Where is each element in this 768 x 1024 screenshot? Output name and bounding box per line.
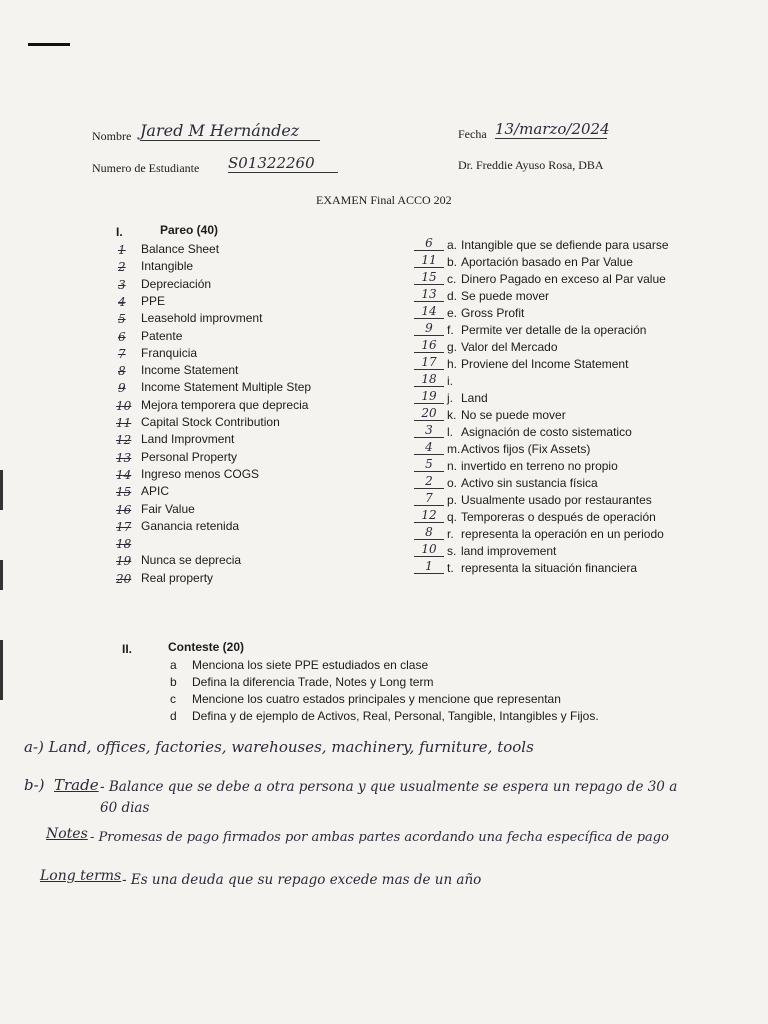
definition-letter: r.: [447, 527, 454, 541]
term-label: APIC: [141, 484, 170, 499]
term-label: Ingreso menos COGS: [141, 466, 260, 481]
definition-text: Aportación basado en Par Value: [461, 255, 633, 269]
term-number: 4: [118, 294, 126, 309]
definition-text: representa la operación en un periodo: [461, 527, 664, 541]
term-label: PPE: [141, 293, 166, 308]
term-label: Intangible: [141, 259, 194, 274]
edge-mark-1: [0, 470, 3, 510]
definition-letter: l.: [447, 425, 453, 439]
definition-text: Se puede mover: [461, 289, 550, 303]
answer-trade-text: - Balance que se debe a otra persona y que usualmente se espera un repago de 30 a: [100, 779, 678, 795]
answer-blank[interactable]: 15: [414, 270, 444, 285]
fecha-label: Fecha: [458, 127, 487, 141]
term-label: Leasehold improvment: [141, 311, 263, 326]
term-number: 18: [116, 537, 132, 552]
term-label: Balance Sheet: [141, 242, 220, 256]
answer-blank[interactable]: 3: [414, 423, 444, 438]
term-label: Nunca se deprecia: [141, 553, 242, 568]
professor: Dr. Freddie Ayuso Rosa, DBA: [458, 158, 604, 172]
term-number: 3: [118, 277, 126, 292]
answer-blank[interactable]: 14: [414, 304, 444, 319]
nombre-value: Jared M Hernández: [140, 121, 320, 141]
answer-blank[interactable]: 13: [414, 287, 444, 302]
term-label: Income Statement: [141, 363, 239, 378]
answer-blank[interactable]: 4: [414, 440, 444, 455]
term-number: 17: [116, 519, 132, 534]
term-label: Franquicia: [141, 345, 198, 360]
answer-blank[interactable]: 19: [414, 389, 444, 404]
answer-trade-text2: 60 dias: [100, 800, 150, 816]
section1-numeral: I.: [116, 225, 123, 239]
answer-blank[interactable]: 10: [414, 542, 444, 557]
term-number: 12: [116, 433, 132, 448]
edge-mark-2: [0, 560, 3, 590]
estudiante-label: Numero de Estudiante: [92, 161, 200, 175]
definition-letter: e.: [447, 306, 458, 320]
exam-title: EXAMEN Final ACCO 202: [316, 193, 452, 207]
answer-blank[interactable]: 5: [414, 457, 444, 472]
question-letter: b: [170, 675, 177, 689]
term-number: 11: [116, 416, 132, 430]
definition-text: Asignación de costo sistematico: [461, 425, 632, 439]
definition-letter: s.: [447, 544, 457, 558]
question-text: Menciona los siete PPE estudiados en clase: [192, 658, 429, 672]
answer-blank[interactable]: 1: [414, 559, 444, 574]
term-label: Ganancia retenida: [141, 518, 240, 533]
answer-blank[interactable]: 17: [414, 355, 444, 370]
definition-letter: g.: [447, 340, 458, 354]
corner-mark: [28, 43, 70, 46]
definition-letter: q.: [447, 510, 458, 524]
definition-text: Dinero Pagado en exceso al Par value: [461, 272, 666, 286]
question-text: Defina y de ejemplo de Activos, Real, Personal, Tangible, Intangibles y Fijos.: [192, 709, 599, 723]
definition-letter: m.: [447, 442, 461, 456]
answer-trade-term: Trade: [54, 776, 99, 794]
answer-a: a-) Land, offices, factories, warehouses, machinery, furniture, tools: [24, 738, 534, 756]
term-number: 10: [116, 398, 132, 413]
fecha-value: 13/marzo/2024: [495, 120, 610, 138]
term-label: Land Improvment: [141, 432, 235, 447]
edge-mark-3: [0, 640, 3, 700]
answer-b-label: b-): [24, 776, 45, 794]
definition-letter: p.: [447, 493, 458, 507]
term-number: 13: [116, 450, 132, 465]
question-letter: a: [170, 658, 177, 672]
definition-text: Land: [461, 391, 488, 405]
definition-text: Proviene del Income Statement: [461, 357, 629, 371]
nombre-label: Nombre: [92, 129, 132, 143]
definition-letter: k.: [447, 408, 457, 422]
answer-blank[interactable]: 8: [414, 525, 444, 540]
term-number: 7: [118, 346, 126, 361]
term-number: 16: [116, 502, 132, 517]
answer-blank[interactable]: 9: [414, 321, 444, 336]
definition-text: invertido en terreno no propio: [461, 459, 618, 473]
definition-text: Intangible que se defiende para usarse: [461, 238, 669, 252]
definition-text: Activo sin sustancia física: [461, 476, 598, 490]
definition-text: Gross Profit: [461, 306, 525, 320]
definition-letter: b.: [447, 255, 458, 269]
term-label: Personal Property: [141, 449, 238, 464]
answer-blank[interactable]: 7: [414, 491, 444, 506]
term-number: 14: [116, 467, 132, 482]
term-number: 1: [118, 243, 126, 257]
definition-letter: a.: [447, 238, 458, 252]
term-label: Income Statement Multiple Step: [141, 380, 312, 395]
question-text: Defina la diferencia Trade, Notes y Long term: [192, 675, 434, 689]
section2-title: Conteste (20): [168, 640, 245, 654]
term-label: Depreciación: [141, 276, 212, 291]
section1-title: Pareo (40): [160, 223, 219, 237]
answer-blank[interactable]: 11: [414, 253, 444, 268]
definition-letter: n.: [447, 459, 458, 473]
term-number: 15: [116, 485, 132, 500]
answer-blank[interactable]: 6: [414, 236, 444, 251]
term-label: Patente: [141, 328, 183, 343]
definition-letter: j.: [447, 391, 453, 405]
answer-longterm-text: - Es una deuda que su repago excede mas de un año: [122, 872, 482, 888]
estudiante-value: S01322260: [228, 154, 338, 173]
term-number: 2: [118, 260, 126, 275]
definition-letter: d.: [447, 289, 458, 303]
answer-notes-term: Notes: [46, 826, 88, 842]
definition-text: Valor del Mercado: [461, 340, 558, 354]
answer-notes-text: - Promesas de pago firmados por ambas partes acordando una fecha específica de pago: [90, 830, 669, 845]
term-label: Fair Value: [141, 501, 195, 516]
term-label: Real property: [141, 570, 214, 585]
definition-letter: f.: [447, 323, 454, 337]
term-number: 6: [118, 329, 126, 344]
answer-blank[interactable]: 18: [414, 372, 444, 387]
definition-text: Activos fijos (Fix Assets): [461, 442, 591, 456]
term-number: 5: [118, 312, 126, 327]
definition-letter: o.: [447, 476, 458, 490]
definition-text: Temporeras o después de operación: [461, 510, 656, 524]
section2-numeral: II.: [122, 642, 133, 656]
term-number: 9: [118, 381, 126, 396]
definition-text: land improvement: [461, 544, 557, 558]
question-letter: c: [170, 692, 176, 706]
answer-longterm-term: Long terms: [40, 868, 122, 884]
answer-blank[interactable]: 12: [414, 508, 444, 523]
term-label: Mejora temporera que deprecia: [141, 397, 309, 412]
term-number: 20: [116, 571, 132, 586]
definition-letter: h.: [447, 357, 458, 371]
definition-text: Permite ver detalle de la operación: [461, 323, 647, 337]
question-text: Mencione los cuatro estados principales y mencione que representan: [192, 692, 561, 706]
definition-text: representa la situación financiera: [461, 561, 638, 575]
term-number: 8: [118, 364, 126, 379]
definition-letter: t.: [447, 561, 454, 575]
answer-blank[interactable]: 2: [414, 474, 444, 489]
definition-letter: i.: [447, 374, 453, 388]
definition-text: Usualmente usado por restaurantes: [461, 493, 652, 507]
term-label: Capital Stock Contribution: [141, 415, 280, 429]
answer-blank[interactable]: 20: [414, 406, 444, 421]
definition-text: No se puede mover: [461, 408, 566, 422]
term-number: 19: [116, 554, 132, 569]
definition-letter: c.: [447, 272, 457, 286]
question-letter: d: [170, 709, 177, 723]
answer-blank[interactable]: 16: [414, 338, 444, 353]
